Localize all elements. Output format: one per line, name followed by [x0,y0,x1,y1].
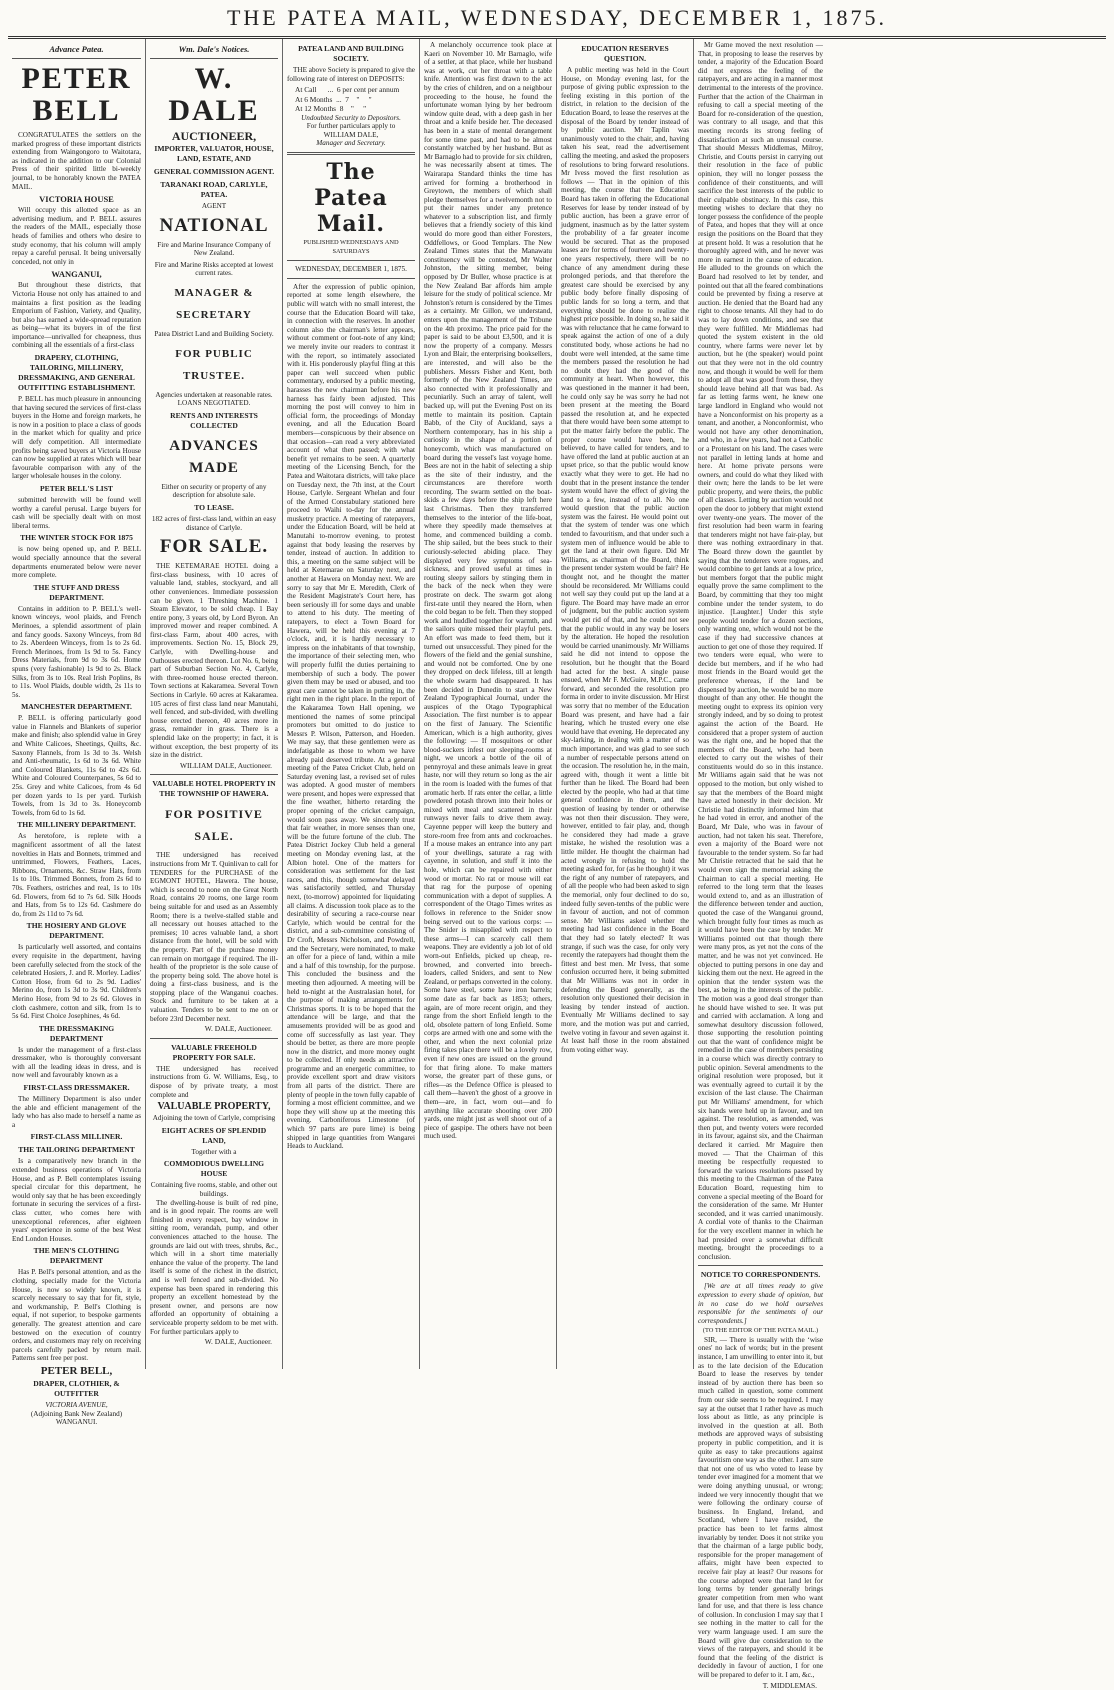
to-editor: (TO THE EDITOR OF THE PATEA MAIL.) [702,1327,819,1335]
notice-intro: [We are at all times ready to give expression to every shade of opinion, but in no case do we hold ourselves responsible for the sentiments of our correspondents.] [698,1282,823,1325]
col1-body10: Is under the management of a first-class dressmaker, who is thoroughly conversant with all the leading ideas in dress, and is now well and favourably known as a [12,1045,141,1080]
eight-acres: EIGHT ACRES OF SPLENDID LAND, [161,1125,267,1145]
manager-desc: Patea District Land and Building Society. [154,329,274,338]
education-heading: EDUCATION RESERVES QUESTION. [581,44,669,63]
editorial: After the expression of public opinion, reported at some length elsewhere, the public will watch with no small interest, the course that the Education Board will take, in connection with the reserves. In another column also the chairman's letter appears, without comment or foot-note of any kind; we merely invite our readers to contrast it with the report, so intimately associated with it. His ponderously playful fling at this paper can well succeed when public commentary, endorsed by a public meeting, harasses the new chairman before his new harness has fairly been adjusted. This morning the post will convey to him in official form, the proceedings of Monday evening, and all the Education Board members—conspicuous by their absence on that occasion—can read a very abbreviated account of what then passed; with what benefit yet remains to be seen. A quarterly meeting of the Licensing Bench, for the Patea and Waitotara districts, will take place on Tuesday next, the 7th inst, at the Court House, Carlyle. Sergeant Whelan and four of the Armed Constabulary stationed here proceed to Waihi to-day for the annual musketry practice. A meeting of ratepayers, under the Education Board, will be held at Manutahi to-morrow evening, to protest against that body leasing the reserves by tender, instead of auction. In addition to this, a meeting on the same subject will be held at Ketemarae on Saturday next, and another at Hawera on Monday next. We are sorry to say that Mr E. Meredith, Clerk of the Resident Magistrate's Court here, has been seriously ill for some days and unable to attend to his duty. The meeting of ratepayers, to elect a Town Board for Hawera, will be held this evening at 7 o'clock, and, it is hardly necessary to impress on the inhabitants of that township, the importance of their selecting men, who will properly fulfil the duties pertaining to membership of such a body. The power given them may be used or abused, and too great care cannot be taken in putting in, the right men in the right place. In the report of the Kakaramea Town Hall opening, we mentioned the names of some principal promoters but omitted to do justice to Messrs P. Wilson, Patterson, and Hoeden. We may say, that these gentlemen were as indefatigable as those to whom we have already paid deserved tribute. At a general meeting of the Patea Cricket Club, held on Saturday evening last, a revised set of rules was adopted. A good muster of members were present, and hopes were expressed that the fine weather, hitherto retarding the proper opening of the cricket campaign, would soon pass away. We sincerely trust that fair weather, in more senses than one, will be the future fortune of the club. The Patea District Jockey Club held a general meeting on Monday evening last, at the Albion hotel. One of the matters for consideration was settlement for the last races, and this, though somewhat delayed was satisfactorily settled, and Thursday next, (to-morrow) appointed for liquidating all claims. A discussion took place as to the desirability of securing a race-course near Carlyle, which would be central for the district, and a sub-committee consisting of Dr Croft, Messrs Nicholson, and Powdrell, and the Secretary, were nominated, to make an offer for a piece of land, within a mile and a half of this township, for the purpose. This concluded the business and the meeting then adjourned. A meeting will be held to-night at the Australasian hotel, for the purpose of making arrangements for Christmas sports. It is to be hoped that the attendance will be large, and that the amusements provided will be as good and come off successfully as last year. They should be better, as there are more people now in the district, and more money ought to be collected. If only needs an attractive programme and an energetic committee, to provide excellent sport and draw visitors from all parts of the district. There are plenty of people in the town fully capable of forming a most efficient committee, and we hope they will show up at the meeting this evening. Carboniferous Limestone (of which 97 parts are pure lime) is being shipped in large quantities from Wangarei Heads to Auckland. [287,282,415,1151]
col6-body: Mr Game moved the next resolution — That, in proposing to lease the reserves by tender, a majority of the Education Board did not express the feeling of the ratepayers, and are acting in a manner most detrimental to the interests of the province. Further that the action of the Chairman in refusing to call a special meeting of the Board for re-consideration of the question, was contrary to all usage, and that this meeting records its strong feeling of dissatisfaction at such an unusual course. That should Messrs Middlemas, Milroy, Christie, and Coutts persist in carrying out their resolution in the face of public opinion, they will no longer possess the confidence of their constituents, and will sacrifice the best interests of the public to their culpable obstinacy. In this case, this meeting wishes to declare that they no longer possess the confidence of the people of Patea, and hopes that they will at once resign the positions on the Board that they at present hold. It was a resolution that he thoroughly agreed with, and he never was more in earnest in the cause of education. He alluded to the grounds on which the Board had resolved to let by tender, and pointed out that all the feared combinations could be prevented by fixing a reserve at auction. He denied that the Board had any right to choose tenants. All they had to do was to lay down conditions, and see that they were fulfilled. Mr Middlemas had quoted the system existent in the old country, where farms were never let by auction, but he (the speaker) would point out that they were not in the old country now, and though it would be well for them to adopt all that was good from these, they should leave behind all that was bad. As far as letting farms went, he knew one large landlord in England who would not have a Nonconformist on his property as a tenant, and another, a Nonconformist, who would not have any other denomination, and who, in a few years, had not a Catholic or a Protestant on his land. The cases were not parallel in letting lands at home and here. At home private persons were owners, and could do what they liked with their own; here the lands to be let were public property, and were theirs, the public of all classes. Letting by auction would not open the door to jobbery that might extend over twenty-one years. The mover of the first resolution had been warm in fearing that tenderers might not have fair-play, but there was nothing extraordinary in that. The Board threw down the gauntlet by saying that the tenderers were rogues, and would combine to get lands at a low price, but members forgot that the public might equally prove the same compliment to the Board, by committing that they too might combine under the tender system, to do injustice. [Laughter.] Under this style people would tender for a dozen sections, only wanting one, which would not be the case if they had successive chances at auction to get one of those they required. If two tenders were equal, who were to decide but members, and if he who had most friends in the Board would get the preference whereas, if the land be dispensed by auction, he would be no more thought of than any other. He thought the meeting ought to express its opinion very strongly indeed, and by so doing to protest against the action of the Board. He considered that a proper system of auction was the right one, and he hoped that the members of the Board, who had been elected to carry out the wishes of their constituents would do so in this instance. Mr Williams again said that he was not opposed to the motion, but only wished to say that the members of the Board might have acted honestly in their decision. Mr Christie had distinctly informed him that he had voted in error, and another of the Board, Mr Dale, who was in favour of auction, had not taken his seat. Therefore, even a majority of the Board were not favourable to the tender system. So far had Mr Christie retracted that he said that he would even sign the memorial asking the Chairman to call a special meeting. He referred to the long term that the leases would extend to, and as an illustration of the difference between tender and auction, quoted the case of the Wanganui ground, which brought fully four times as much as it would have been the case by tender. Mr Williams pointed out that though there were many pros, as yet not the cons of the matter, and he was not yet convinced. He objected to putting persons in one day and kicking them out the next. He agreed in the opinion that the tender system was the best, as being in the interests of the public. The motion was a good deal stronger than he should have wished to see. It was put and carried with acclamation. A long and somewhat desultory discussion followed, those supporting the resolution pointing out that the want of confidence might be remedied in the case of members persisting in a course which was directly contrary to public opinion. Several amendments to the original resolution were proposed, but it was eventually agreed to curtail it by the excision of the last clause. The Chairman put Mr Williams' amendment, for which six hands were held up in favour, and ten against. The resolution, as amended, was then put, and twenty voters were recorded in its favour, against six, and the Chairman declared it carried. Mr Maguire then moved — That the Chairman of this meeting be respectfully requested to forward the various resolutions passed by this meeting to the Chairman of the Patea Education Board, requesting him to convene a special meeting of the Board for the consideration of the same. Mr Hunter seconded, and it was carried unanimously. A cordial vote of thanks to the Chairman for the very excellent manner in which he had presided over a somewhat difficult meeting, brought the proceedings to a conclusion. [698,41,823,1261]
col1-body13: Has P. Bell's personal attention, and as the clothing, specially made for the Victoria House, is now so widely known, it is scarcely necessary to say that for fit, style, and workmanship, P. Bell's Clothing is equal, if not superior, to bespoke garments generally. The greatest attention and care bestowed on the execution of country orders, and customers may rely on receiving parcels carefully packed by return mail. Patterns sent free per post. [12,1268,141,1363]
manager-heading: MANAGER & SECRETARY [174,286,254,321]
mens-heading: THE MEN'S CLOTHING DEPARTMENT [33,1246,120,1266]
col2-label: Wm. Dale's Notices. [178,44,250,54]
hosiery-heading: THE HOSIERY AND GLOVE DEPARTMENT. [26,921,127,941]
col1-body3: P. BELL has much pleasure in announcing that having secured the services of first-class buyers in the Home and foreign markets, he is now in a position to place a class of goods in the market which for quality and price will defy competition. All intermediate profits being saved buyers at Victoria House can now be supplied at rates which will bear favourable comparison with any of the larger wholesale houses in the colony. [12,395,141,481]
col1-body9: Is particularly well assorted, and contains every requisite in the department, having been carefully selected from the stock of the celebrated Hosiers, J. and R. Morley. Ladies' Cotton Hose, from 6d to 2s 9d. Ladies' Merino do, from 1s 3d to 3s 9d. Children's Merino Hose, from 9d to 2s 6d. Gloves in cloth cashmere, cotton and silk, from 1s to 5s 6d. First Choice Josephines, 4s 6d. [12,943,141,1021]
col1-body4: submitted herewith will be found well worthy a careful perusal. Large buyers for cash will be specially dealt with on most liberal terms. [12,496,141,530]
footer-addr2: (Adjoining Bank New Zealand) [30,1409,123,1418]
letter-signature: T. MIDDLEMAS. [762,1680,817,1690]
apply-role: Manager and Secretary. [316,139,386,148]
deposit-rates: At Call ... 6 per cent per annum At 6 Months ... 7 " " At 12 Months 8 " " [295,85,400,114]
adjoining: Adjoining the town of Carlyle, comprising [152,1114,276,1123]
millinery-heading: THE MILLINERY DEPARTMENT. [17,820,136,830]
depts-heading: DRAPERY, CLOTHING, TAILORING, MILLINERY, DRESSMAKING, AND GENERAL OUTFITTING ESTABLISHMENT. [17,353,136,393]
society-desc: THE above Society is prepared to give the following rate of interest on DEPOSITS: [287,66,415,83]
col1-body8: As heretofore, is replete with a magnificent assortment of all the latest novelties in Hats and Bonnets, trimmed and untrimmed, Flowers, Feathers, Laces, Ribbons, Ornaments, &c. Straw Hats, from 1s to 10s. Trimmed Bonnets, from 2s 6d to 70s. Feathers, ostriches and real, 1s to 10s 6d. Flowers, from 6d to 7s 6d. Silk Hoods and Hats, from 5s to 12s 6d. Cashmere do do, from 2s 11d to 7s 6d. [12,832,141,918]
footer-name: PETER BELL, [40,1364,113,1377]
lease-desc: 182 acres of first-class land, within an easy distance of Carlyle. [151,514,277,532]
dwelling: COMMODIOUS DWELLING HOUSE [163,1159,265,1179]
published: PUBLISHED WEDNESDAYS AND SATURDAYS [303,239,399,255]
column-3 [282,39,419,1369]
apply: For further particulars apply to [306,122,396,131]
columns [8,39,1106,1690]
tailoring-heading: THE TAILORING DEPARTMENT [18,1145,135,1155]
footer-addr: VICTORIA AVENUE, [45,1400,108,1409]
prop-desc: The dwelling-house is built of red pine, and is in good repair. The rooms are well finished in every respect, bay window in sitting room, verandah, pump, and other conveniences attached to the house. The grounds are laid out with trees, shrubs, &c., which will in a short time materially enhance the value of the property. The land itself is some of the richest in the district, and is well fenced and sub-divided. No expense has been spared in rendering this property an excellent homestead by the present owner, and persons are now afforded an opportunity of obtaining a serviceable property seldom to be met with. For further particulars apply to [150,1198,278,1336]
together: Together with a [191,1147,237,1156]
w-dale-name: W. DALE [168,62,260,127]
to-lease: TO LEASE. [194,502,234,512]
dale-addr: TARANAKI ROAD, CARLYLE, PATEA. [160,180,268,199]
footer-trade: DRAPER, CLOTHIER, & OUTFITTER [33,1378,120,1398]
col1-body5: is now being opened up, and P. BELL would specially announce that the several departments enumerated below were never more complete. [12,545,141,580]
col1-body1: Will occupy this allotted space as an advertising medium, and P. BELL assures the readers of the MAIL, especially those heads of families and others who desire to study economy, that his column will amply repay a careful perusal. It being universally conceded, not only in [12,206,141,266]
hotel-desc: THE undersigned has received instructions from Mr T. Quinlivan to call for TENDERS for the PURCHASE of the EGMONT HOTEL, Hawera. The house, which is second to none on the Great North Road, contains 20 rooms, one large room being suitable for and used as an Assembly Room; there is a twelve-stalled stable and all necessary out houses attached to the premises; 10 acres valuable land, a short distance from the hotel, will be sold with the property. Part of the purchase money can remain on mortgage if required. The ill-health of the proprietor is the sole cause of the property being sold. The above hotel is doing a first-class business, and is the stopping place of the Wanganui coaches. Stock and furniture to be taken at a valuation. Tenders to be sent to me on or before 23rd December next. [150,851,278,1023]
fc-milliner: FIRST-CLASS MILLINER. [30,1132,123,1142]
column-2 [145,39,282,1369]
dale-agent: GENERAL COMMISSION AGENT. [153,167,275,176]
col1-body11: The Millinery Department is also under the able and efficient management of the lady who has also made to herself a name as a [12,1095,141,1129]
column-5 [556,39,693,1369]
advances-heading: ADVANCES MADE [169,437,259,476]
column-4 [419,39,556,1369]
winter-heading: THE WINTER STOCK FOR 1875 [20,533,133,543]
col1-body7: P. BELL is offering particularly good value in Flannels and Blankets of superior make and finish; also splendid value in Grey and White Calicoes, Sheetings, Quilts, &c. Saxony Flannels, from 1s 3d to 3s. Welsh and Anti-rheumatic, 1s 6d to 3s 6d. White and Coloured Blankets, 11s 6d to 42s 6d. White and Coloured Counterpanes, 5s 6d to 25s. Grey and white Calicoes, from 4s 6d per dozen yards to 1s per yard. Turkish Towels, from 1s 3d to 3s. Honeycomb Towels, from 6d to 1s 6d. [12,714,141,817]
victoria-house: VICTORIA HOUSE [39,194,114,205]
ketemarae-desc: THE KETEMARAE HOTEL doing a first-class business, with 10 acres of valuable land, stables, stockyard, and all other conveniences. Immediate possession can be given. 1 Threshing Machine. 1 Steam Elevator, to be sold cheap. 1 Bay entire pony, 3 years old, by Lord Byron. An improved mower and reaper combined. A first-class Farm, about 400 acres, with improvements. Section No. 15, Block 29, Carlyle, with Dwelling-house and Outhouses erected thereon. Lot No. 6, being part of Suburban Section No. 4, Carlyle, with three-roomed house erected thereon. Town sections at Kakaramea. Several Town Sections in Carlyle. 60 acres at Kakaramea. 105 acres of first class land near Manutahi, well fenced, and sub-divided, with dwelling house erected thereon, 40 acres more in grass, remainder in grass. There is a splendid lake on the property; in fact, it is without exception, the best property of its size in the district. [150,562,278,760]
public-trustee: FOR PUBLIC TRUSTEE. [175,347,253,382]
valuable-prop: VALUABLE PROPERTY, [157,1101,271,1113]
auctioneer-title: AUCTIONEER, [171,129,257,143]
sig1: WILLIAM DALE, Auctioneer. [180,760,272,770]
for-sale: FOR SALE. [159,536,269,558]
col1-intro: CONGRATULATES the settlers on the marked progress of these important districts extending from Waingongoro to Waitotara, as indicated in the addition to our Colonial Press of their spirited little bi-weekly journal, to be honorably known the PATEA MAIL. [12,131,141,191]
sig2: W. DALE, Auctioneer. [204,1024,272,1034]
col1-body12: Is a comparatively new branch in the extended business operations of Victoria House, and as P. Bell contemplates issuing special circular for this department, he would only say that he has been exceedingly fortunate in securing the services of a first-class cutter, who comes here with unexceptional references, after eighteen years' experience in some of the best West End London Houses. [12,1157,141,1243]
dale-roles: IMPORTER, VALUATOR, HOUSE, LAND, ESTATE, AND [154,144,274,163]
footer-town: WANGANUI. [55,1418,98,1427]
manchester-heading: MANCHESTER DEPARTMENT. [21,702,132,712]
agencies: Agencies undertaken at reasonable rates. LOANS NEGOTIATED. [155,390,273,408]
wanganui: WANGANUI, [51,269,102,280]
letter-body: SIR, — There is usually with the ‘wise ones' no lack of words; but in the present instance, I am unwilling to enter into it, but as to the late decision of the Education Board to lease the reserves by tender instead of by auction there has been so much called in question, some comment from our side seems to be required. I may say at the outset that I rather have as much loss about as little, as any principle is involved in the question at all. Both methods are approved ways of subsisting property in public competition, and it is quite as easy to take precautions against favouritism one way as the other. I am sure that not one of us who voted to lease by tender ever imagined for a moment that we were doing anything unusual, or wrong; indeed we very innocently thought that we were following the ordinary course of business. In England, Ireland, and Scotland, where I have resided, the practice has been to let farms almost invariably by tender. Does it not strike you that the chairman of a large public body, responsible for the proper management of affairs, might have been expected to receive fair play at least? Our reasons for the course adopted were that land let for long terms by tender generally brings greater competition from men who want land for use, and that there is less chance of collusion. In conclusion I may say that I see nothing in the matter to call for the very warm language used. I am sure the Board will give due consideration to the views of the ratepayers, and should it be found that the feeling of the district is decidedly in favour of auction, I for one will be prepared to defer to it. I am, &c., [698,1335,823,1680]
positive-sale: FOR POSITIVE SALE. [165,807,263,844]
stuff-heading: THE STUFF AND DRESS DEPARTMENT. [33,582,120,602]
freehold-desc: THE undersigned has received instructions from G. W. Williams, Esq., to dispose of by private treaty, a most complete and [150,1064,278,1099]
national-heading: NATIONAL [159,214,269,236]
advances-desc: Either on security or property of any description for absolute sale. [161,482,267,500]
list-heading: PETER BELL'S LIST [39,484,114,493]
rents: RENTS AND INTERESTS COLLECTED [170,410,258,430]
col1-body6: Contains in addition to P. BELL's well-known winceys, wool plaids, and French Merinoes, a splendid assortment of plain and fancy goods. Saxony Winceys, from 8d to 2s. Aberdeen Winceys, from 1s to 2s 6d. French Merinoes, from 1s 9d to 5s. Fancy Dress Materials, from 9d to 3s 6d. Home spuns (very fashionable) 1s 9d to 2s. Black Silks, from 3s to 10s. Real Irish Poplins, 8s to 11s. Wool Plaids, double width, 2s 11s to 5s. [12,604,141,699]
col5-body: A public meeting was held in the Court House, on Monday evening last, for the purpose of giving public expression to the feeling existing in this portion of the district, in relation to the decision of the Education Board, to lease the reserves at the disposal of the Board by tender instead of by public auction. Mr Taplin was unanimously voted to the chair, and, having taken his seat, read the advertisement calling the meeting, and asked the proposers of resolutions to bring forward resolutions. Mr Ivess moved the first resolution as follows — That in the opinion of this meeting, the course that the Education Board has taken in offering the Educational Reserves for lease by tender instead of by public auction, has been a grave error of judgment, inasmuch as by the latter system the probability of a far greater income would be secured. That as the proposed leases are for terms of fourteen and twenty-one years respectively, there will be no chance of any amendment during these prolonged periods, and that therefore the greatest care should be exercised by any public body before finally disposing of public lands for so long a term, and that everything should be done to realize the highest price possible. In doing so, he said it was with reluctance that he came forward to speak against the action of one of a duly constituted body, whose actions he had no doubt were well intended, at the same time the members passed the resolution he had no doubt they had the good of the community at heart. When however, this was questioned in the manner it had been, he could only say he was sorry he had not been present at the meeting the Board passed the resolution at, and he expected that there would have been some attempt to put the matter fairly before the public. The proper course would have been, he believed, to have called for tenders, and to have offered the land at public auction at an upset price, so that the public would know exactly what they were to get. He had no doubt that in the present instance the tender system would have the effect of giving the land to a few, instead of to all. No one would question that the public auction system was the fairest. He would point out that the system of tender was one which tended to favouritism, and that under such a system men of influence would be able to get the land at their own figure. Did Mr Williams, as chairman of the Board, think the present tender system would be fair? He thought not, and he thought the matter should be reconsidered. Mr Williams could not well say they could put up the land at a figure. The Board may have made an error of judgment, but the public auction system would get rid of that, and he could not see that the public would in any way be losers by the alteration. He hoped the resolution would be carried unanimously. Mr Williams said he did not intend to oppose the resolution, but he thought that the Board had acted for the best. A single pause ensued, when Mr F. McGuire, M.P.C., came forward, and seconded the resolution pro forma in order to invite discussion. Mr Hirst was sorry that no member of the Education Board was present, and have had a fair hearing, which he trusted every one else would have that evening. He deprecated any sky-larking, in dealing with a matter of so much importance, and was glad to see such a number of respectable persons attend on the occasion. The resolution he, in the main, agreed with, though it went a little bit further than he liked. The Board had been elected by the people, who had at that time general confidence in them, and the question of leasing by tender or otherwise was not then their discussion. They were, however, entitled to fair play, and, though he considered they had made a grave mistake, he wished the resolution was a little milder. He thought the chairman had acted wrongly in refusing to hold the meeting asked for, for (as he thought) it was the right of any number of ratepayers, and of all the people who had been asked to sign the memorial, only four declined to do so, indeed fully seven-tenths of the public were in favour of auction, and not of common sense. Mr Williams asked whether the meeting had last confidence in the Board that they had so lately elected? It was strange, if such was the case, for only very recently the ratepayers had thought them the fittest and best men. Mr Ivess, that some confusion occurred here, it being submitted that Mr Williams was not in order in defending the Board generally, as the resolution only questioned their decision in leasing by tender instead of auction. Eventually Mr Williams declined to say more, and the motion was put and carried, twelve voting in favour and seven against it. At least half those in the room abstained from voting either way. [561,66,689,1054]
notice-heading: NOTICE TO CORRESPONDENTS. [700,1270,821,1280]
column-1 [8,39,145,1427]
fire-marine: Fire and Marine Risks accepted at lowest current rates. [154,260,274,278]
dateline: WEDNESDAY, DECEMBER 1, 1875. [295,265,407,274]
national-desc: Fire and Marine Insurance Company of New Zealand. [157,240,271,258]
col4-body: A melancholy occurrence took place at Kaeri on November 10. Mr Barnaglo, wife of a settler, at that place, while her husband was at work, cut her throat with a table knife. Attention was first drawn to the act by the cries of children, and on a neighbour proceeding to the house, he found the unfortunate woman lying by her bedroom window quite dead, with a deep gash in her throat and a knife beside her. The deceased has been in a state of mental derangement for some time past, and had to be almost constantly watched by her husband. But as Mr Barnaglo had to provide for six children, he was necessarily absent at times. The Wairarapa Standard thinks the time has arrived for forming a brotherhood in Greytown, the members of which shall pledge themselves for a twelvemonth not to put their names under any pretence whatever to a subscription list, and firmly believes that a friendly society of this kind would do more good than either Foresters, Oddfellows, or Good Templars. The New Zealand Times states that the Manawatu constituency will be contested, Mr Walter Johnston, the sitting member, being opposed by Dr Buller, whose practice is at the New Zealand Bar affords him ample leisure for the study of political science. Mr Johnston's return is considered by the Times as a certainty. Mr Gillon, we understand, enters upon the management of the Tribune on the 4th proximo. The price paid for the paper is said to be about £3,500, and it is now the property of a company. Messrs Lyon and Blair, the enterprising booksellers, are interested, and will also be the publishers. Messrs Fisher and Kent, both formerly of the New Zealand Times, are also connected with it professionally and pecuniarily. Such an array of talent, well backed up, will put the Evening Post on its mettle to maintain its position. Captain Babb, of the City of Auckland, says a Northern contemporary, has in his ship a curiosity in the shape of a portion of honeycomb, which was manufactured on board during the vessel's last voyage home. Bees are not in the habit of selecting a ship as the site of their industry, and the circumstances are therefore worth recording. The swarm settled on the boat-skids a few days before the ship left here last Christmas. Then they transferred themselves to the interior of the life-boat, where they speedily made themselves at home, and commenced building a comb. The ship sailed, but the bees stuck to their curiously-selected abiding place. They displayed very few symptoms of sea-sickness, and proved useful at times in routing sleepy sailors by stinging them in the back of the neck when they were prostrate on deck. The swarm got along first-rate until they neared the Horn, when the cold began to be felt. Then they stopped work and huddled together for warmth, and the sailors quite missed their playful pets. An effort was made to feed them, but it turned out unsuccessful. They pined for the flowers of the field and the genial sunshine, and would not be comforted. One by one they dropped on deck lifeless, till at length the whole swarm had disappeared. It has been decided in Dunedin to start a New Zealand Typographical Journal, under the auspices of the Otago Typographical Association. The first number is to appear on the first of January. The Scientific American, which is a high authority, gives the following: — If mosquitoes or other blood-suckers infest our sleeping-rooms at night, we uncork a bottle of the oil of pennyroyal and these animals leave in great haste, nor will they return so long as the air in the room is loaded with the fumes of that aromatic herb. If rats enter the cellar, a little powdered potash thrown into their holes or mixed with meal and scattered in their runways never fails to drive them away. Cayenne pepper will keep the buttery and store-room free from ants and cockroaches. If a mouse makes an entrance into any part of your dwellings, saturate a rag with cayenne, in solution, and stuff it into the hole, which can be repaired with either wood or mortar. No rat or mouse will eat that rag for the purpose of opening communication with a depot of supplies. A correspondent of the Otago Times writes as follows in reference to the Snider snow being served out to the various corps: — The Snider is misapplied with respect to these arms—I can scarcely call them weapons. They are evidently a job lot of old worn-out Enfields, picked up cheap, re-browned, and converted into breech-loaders, called Sniders, and sent to New Zealand, or perhaps converted in the colony. Some have steel, some have iron barrels; some date as far back as 1853; others, again, are of more recent origin, and they range from the short Enfield length to the old, obsolete pattern of long Enfield. Some corps are armed with one and some with the other, and when the next colonial prize firing takes place there will be a lovely row, even if new ones are issued on the ground for that firing alone. To make matters worse, the greater part of these guns, or rifles—as the Defence Office is pleased to call them—haven't the ghost of a groove in them—are, in fact, worn out—and fo anything like accurate shooting over 200 yards, one might just as well shoot out of a piece of gaspipe. The others have not been much used. [424,41,552,1141]
society-heading: PATEA LAND AND BUILDING SOCIETY. [298,44,404,63]
col1-label: Advance Patea. [49,44,104,54]
dwelling-sub: Containing five rooms, stable, and other out buildings. [150,1181,278,1198]
peter-bell-name: PETER BELL [21,62,132,127]
agent-label: AGENT [201,202,227,210]
security: Undoubted Security to Depositors. [301,113,401,122]
apply-name: WILLIAM DALE, [323,130,379,139]
freehold-heading: VALUABLE FREEHOLD PROPERTY FOR SALE. [171,1042,257,1062]
dressmaking-heading: THE DRESSMAKING DEPARTMENT [38,1023,115,1043]
col1-body2: But throughout these districts, that Victoria House not only has attained to and maintains a first position as the leading Emporium of Fashion, Variety, and Quality, but also has earned a wide-spread reputation as being—what its buyers in of the first importance—unrivalled for cheapness, thus combining all the essentials of a first-class [12,281,141,350]
valuable-hotel: VALUABLE HOTEL PROPERTY IN THE TOWNSHIP OF HAWERA. [152,779,276,799]
paper-title: The Patea Mail. [314,159,388,238]
fc-dressmaker: FIRST-CLASS DRESSMAKER. [23,1083,130,1093]
masthead: THE PATEA MAIL, WEDNESDAY, DECEMBER 1, 1875. [8,0,1106,39]
sig3: W. DALE, Auctioneer. [204,1337,272,1347]
column-6 [693,39,827,1690]
